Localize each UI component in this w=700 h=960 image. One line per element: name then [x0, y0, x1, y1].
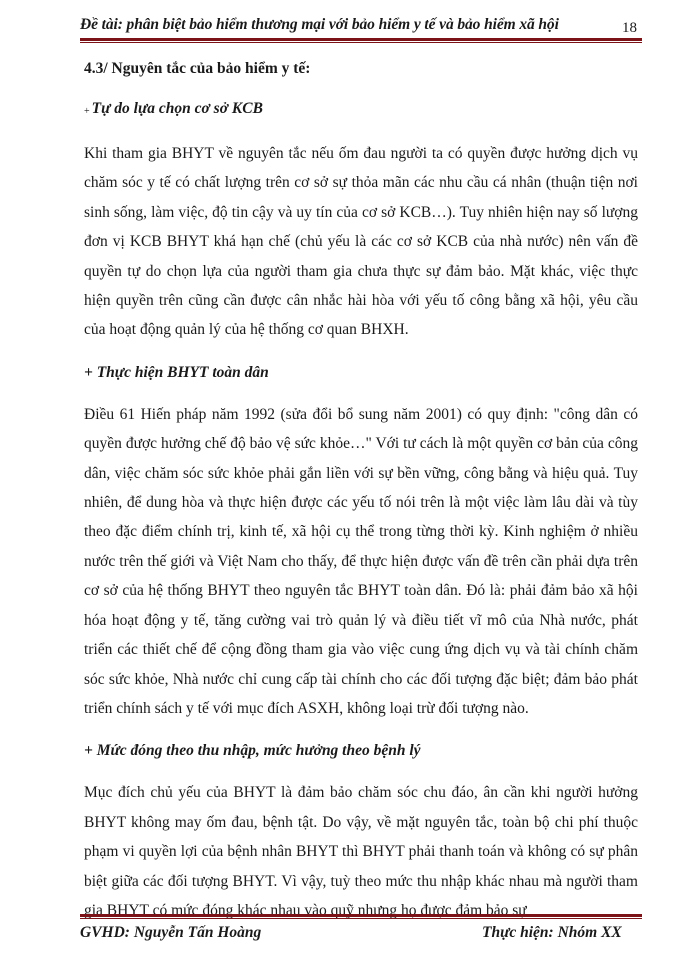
subheading-free-choice-text: Tự do lựa chọn cơ sở KCB — [91, 100, 263, 117]
header-title: Đề tài: phân biệt bảo hiểm thương mại với bảo hiểm y tế và bảo hiểm xã hội — [80, 16, 559, 33]
subheading-universal-coverage: + Thực hiện BHYT toàn dân — [84, 363, 269, 381]
paragraph-contribution-benefit: Mục đích chủ yếu của BHYT là đảm bảo chăm sóc chu đáo, ân cần khi người hưởng BHYT không may ốm đau, bệnh tật. Do vậy, về mặt nguyên tắc, toàn bộ chi phí thuộc phạm vi quyền lợi của bệnh nhân BHYT thì BHYT phải thanh toán và không có sự phân biệt giữa các đối tượng BHYT. Vì vậy, tuỳ theo mức thu nhập khác nhau mà người tham gia BHYT có mức đóng khác nhau vào quỹ nhưng họ được đảm bảo sự — [84, 784, 638, 919]
page-content — [84, 52, 638, 925]
section-title: 4.3/ Nguyên tắc của bảo hiểm y tế: — [84, 60, 311, 77]
footer-instructor: GVHD: Nguyễn Tấn Hoàng — [80, 924, 262, 941]
paragraph-universal-coverage: Điều 61 Hiến pháp năm 1992 (sửa đổi bổ sung năm 2001) có quy định: "công dân có quyền được hưởng chế độ bảo vệ sức khỏe…" Với tư cách là một quyền cơ bản của công dân, việc chăm sóc sức khỏe phải gắn liền với sự bền vững, công bằng và hiệu quả. Tuy nhiên, để dung hòa và thực hiện được các yếu tố nói trên là một việc làm lâu dài và tùy theo đặc điểm chính trị, kinh tế, xã hội cụ thể trong từng thời kỳ. Kinh nghiệm ở nhiều nước trên thế giới và Việt Nam cho thấy, để thực hiện được vấn đề trên cần phải dựa trên cơ sở của hệ thống BHYT theo nguyên tắc BHYT toàn dân. Đó là: phải đảm bảo xã hội hóa hoạt động y tế, tăng cường vai trò quản lý và điều tiết vĩ mô của Nhà nước, phát triển các thiết chế để cộng đồng tham gia vào việc cung ứng dịch vụ và tài chính chăm sóc sức khỏe, Nhà nước chỉ cung cấp tài chính cho các đối tượng đặc biệt; đảm bảo phát triển chính sách y tế với mục đích ASXH, không loại trừ đối tượng nào. — [84, 405, 638, 717]
page-number: 18 — [622, 20, 637, 36]
subheading-contribution-benefit: + Mức đóng theo thu nhập, mức hưởng theo bệnh lý — [84, 742, 421, 760]
bullet-plus: + — [84, 106, 90, 117]
footer-rule — [80, 914, 642, 919]
paragraph-free-choice: Khi tham gia BHYT về nguyên tắc nếu ốm đau người ta có quyền được hưởng dịch vụ chăm sóc y tế có chất lượng trên cơ sở sự thỏa mãn các nhu cầu cá nhân (thuận tiện nơi sinh sống, làm việc, độ tin cậy và uy tín của cơ sở KCB…). Tuy nhiên hiện nay số lượng đơn vị KCB BHYT khá hạn chế (chủ yếu là các cơ sở KCB của nhà nước) nên vấn đề quyền tự do chọn lựa của người tham gia chưa thực sự đảm bảo. Mặt khác, việc thực hiện quyền trên cũng cần được cân nhắc hài hòa với yếu tố công bằng xã hội, yêu cầu của hoạt động quản lý của hệ thống cơ quan BHXH. — [84, 145, 638, 339]
header-rule — [80, 38, 642, 43]
footer-authors: Thực hiện: Nhóm XX — [482, 924, 622, 941]
subheading-free-choice — [84, 99, 638, 122]
